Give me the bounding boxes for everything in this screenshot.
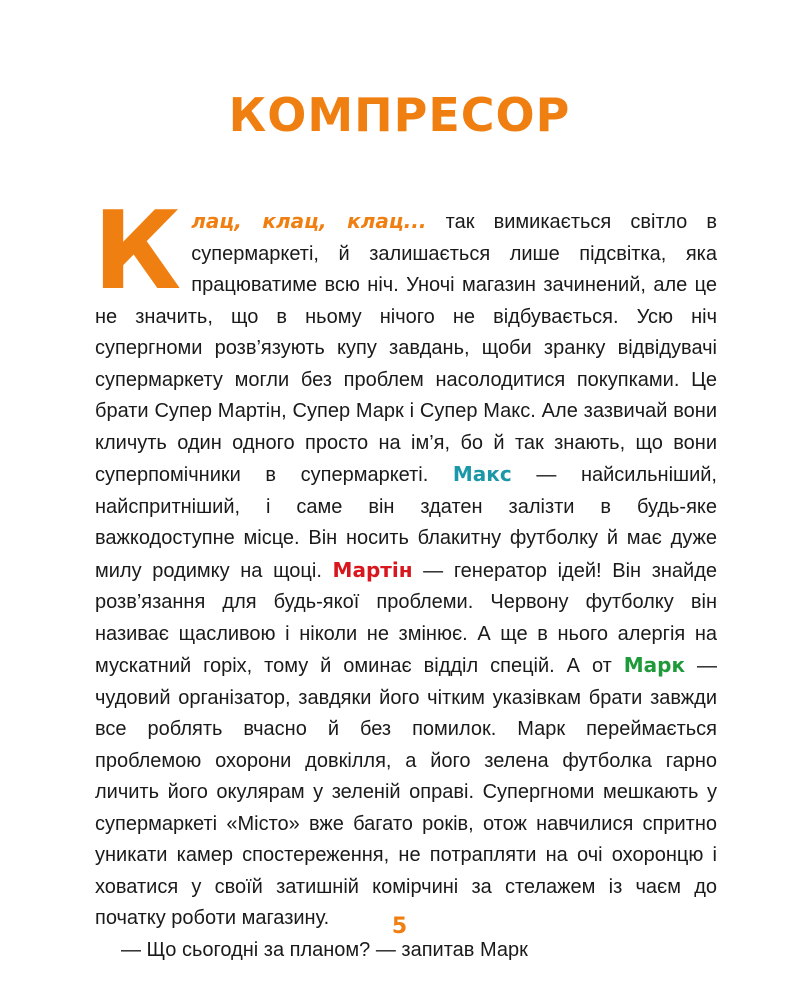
- dialog-line: — Що сьогодні за планом? — запитав Марк: [121, 938, 528, 961]
- body-text: [93, 189, 718, 966]
- name-max: Макс: [452, 462, 512, 486]
- drop-cap: К: [93, 189, 182, 314]
- chapter-title: КОМПРЕСОР: [228, 88, 571, 142]
- lead-phrase: лац, клац, клац...: [191, 209, 427, 233]
- page-number: 5: [391, 914, 408, 939]
- name-martin: Мартін: [332, 557, 413, 582]
- main-paragraph: [93, 189, 718, 935]
- paragraph-segment-4: — чудовий організатор, завдяки його чітким указівкам брати завжди все роблять вчасно й без помилок. Марк переймається проблемою охорони довкілля, а його зелена футболка гарно личить його окулярам у зеленій оправі. Супергноми мешкають у супермаркеті «Місто» вже багато років, отож навчилися спритно уникати камер спостереження, не потрапляти на очі охоронцю і ховатися у своїй затишній комірчині за стелажем із чаєм до початку роботи магазину.: [95, 655, 717, 929]
- paragraph-segment-1: так вимикається світло в супермаркеті, й залишається лише підсвітка, яка працюватиме всю ніч. Уночі магазин зачинений, але це не значить, що в ньому нічого не відбувається. Усю ніч супергноми розв’язують купу завдань, щоби зранку відвідувачі супермаркету могли без проблем насолодитися покупками. Це брати Супер Мартін, Супер Марк і Супер Макс. Але зазвичай вони кличуть один одного просто на ім’я, бо й так знають, що вони суперпомічники в супермаркеті.: [95, 211, 717, 486]
- name-mark: Марк: [623, 653, 686, 677]
- paragraph-segment-2: — найсильніший, найспритніший, і саме він здатен залізти в будь-яке важкодоступне місце. Він носить блакитну футболку й має дуже милу родимку на щоці.: [95, 464, 717, 582]
- paragraph-segment-3: — генератор ідей! Він знайде розв’язання для будь-якої проблеми. Червону футболку він називає щасливою і ніколи не змінює. А ще в нього алергія на мускатний горіх, тому й оминає відділ спецій. А от: [95, 559, 718, 677]
